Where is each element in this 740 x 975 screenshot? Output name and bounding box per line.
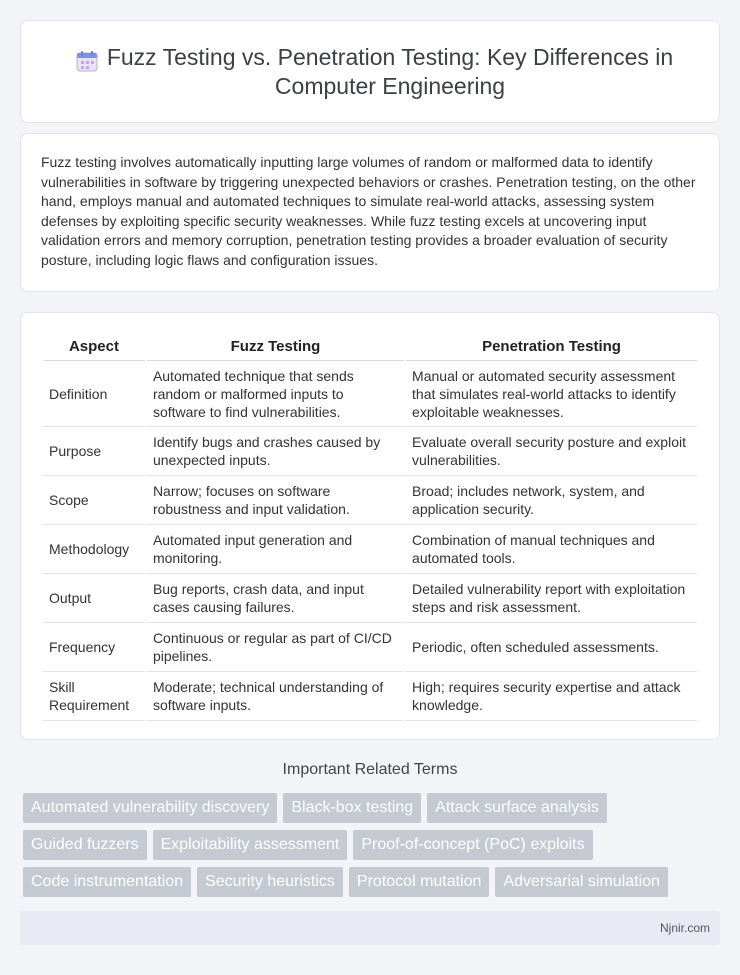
tag[interactable]: Proof-of-concept (PoC) exploits <box>353 830 592 860</box>
tag[interactable]: Exploitability assessment <box>153 830 348 860</box>
row-aspect: Frequency <box>43 623 145 672</box>
comparison-table <box>41 333 699 721</box>
tag-row <box>23 793 713 823</box>
footer-site-link[interactable]: Njnir.com <box>659 921 710 935</box>
row-fuzz: Bug reports, crash data, and input cases causing failures. <box>147 574 404 623</box>
table-row <box>43 476 697 525</box>
title-card <box>20 20 720 123</box>
row-fuzz: Moderate; technical understanding of software inputs. <box>147 672 404 721</box>
row-fuzz: Automated technique that sends random or malformed inputs to software to find vulnerabilities. <box>147 361 404 427</box>
page-title: Fuzz Testing vs. Penetration Testing: Key Differences in Computer Engineering <box>106 43 674 99</box>
tag[interactable]: Protocol mutation <box>349 867 490 897</box>
tag[interactable]: Attack surface analysis <box>427 793 607 823</box>
table-row <box>43 672 697 721</box>
tag[interactable]: Code instrumentation <box>23 867 191 897</box>
header-aspect: Aspect <box>43 333 145 361</box>
related-terms-list <box>23 793 713 904</box>
tag[interactable]: Security heuristics <box>197 867 343 897</box>
row-fuzz: Narrow; focuses on software robustness and input validation. <box>147 476 404 525</box>
tag[interactable]: Adversarial simulation <box>495 867 668 897</box>
row-aspect: Purpose <box>43 427 145 476</box>
row-aspect: Skill Requirement <box>43 672 145 721</box>
row-fuzz: Continuous or regular as part of CI/CD pipelines. <box>147 623 404 672</box>
tag-row <box>23 867 713 897</box>
tag[interactable]: Automated vulnerability discovery <box>23 793 277 823</box>
related-terms-heading: Important Related Terms <box>282 761 458 778</box>
header-penetration-testing: Penetration Testing <box>406 333 697 361</box>
table-row <box>43 623 697 672</box>
row-aspect: Scope <box>43 476 145 525</box>
row-fuzz: Automated input generation and monitoring. <box>147 525 404 574</box>
row-pen: Detailed vulnerability report with exploitation steps and risk assessment. <box>406 574 697 623</box>
intro-card <box>20 133 720 292</box>
row-pen: High; requires security expertise and attack knowledge. <box>406 672 697 721</box>
calendar-icon <box>76 50 98 72</box>
row-pen: Periodic, often scheduled assessments. <box>406 623 697 672</box>
table-header-row <box>43 333 697 361</box>
table-row <box>43 525 697 574</box>
row-fuzz: Identify bugs and crashes caused by unexpected inputs. <box>147 427 404 476</box>
row-pen: Combination of manual techniques and automated tools. <box>406 525 697 574</box>
intro-paragraph: Fuzz testing involves automatically inputting large volumes of random or malformed data to identify vulnerabilities in software by triggering unexpected behaviors or crashes. Penetration testing, on the other hand, employs manual and automated techniques to simulate real-world attacks, assessing system defenses by exploiting specific security weaknesses. While fuzz testing excels at uncovering input validation errors and memory corruption, penetration testing provides a broader evaluation of security posture, including logic flaws and configuration issues. <box>41 154 696 268</box>
tag-row <box>23 830 713 860</box>
table-row <box>43 574 697 623</box>
footer <box>20 911 720 945</box>
table-row <box>43 361 697 427</box>
tag[interactable]: Guided fuzzers <box>23 830 147 860</box>
row-aspect: Definition <box>43 361 145 427</box>
row-pen: Evaluate overall security posture and exploit vulnerabilities. <box>406 427 697 476</box>
header-fuzz-testing: Fuzz Testing <box>147 333 404 361</box>
row-aspect: Output <box>43 574 145 623</box>
comparison-table-card <box>20 312 720 740</box>
title-wrap <box>40 43 700 101</box>
row-aspect: Methodology <box>43 525 145 574</box>
tag[interactable]: Black-box testing <box>283 793 421 823</box>
row-pen: Broad; includes network, system, and application security. <box>406 476 697 525</box>
table-row <box>43 427 697 476</box>
row-pen: Manual or automated security assessment that simulates real-world attacks to identify exploitable weaknesses. <box>406 361 697 427</box>
